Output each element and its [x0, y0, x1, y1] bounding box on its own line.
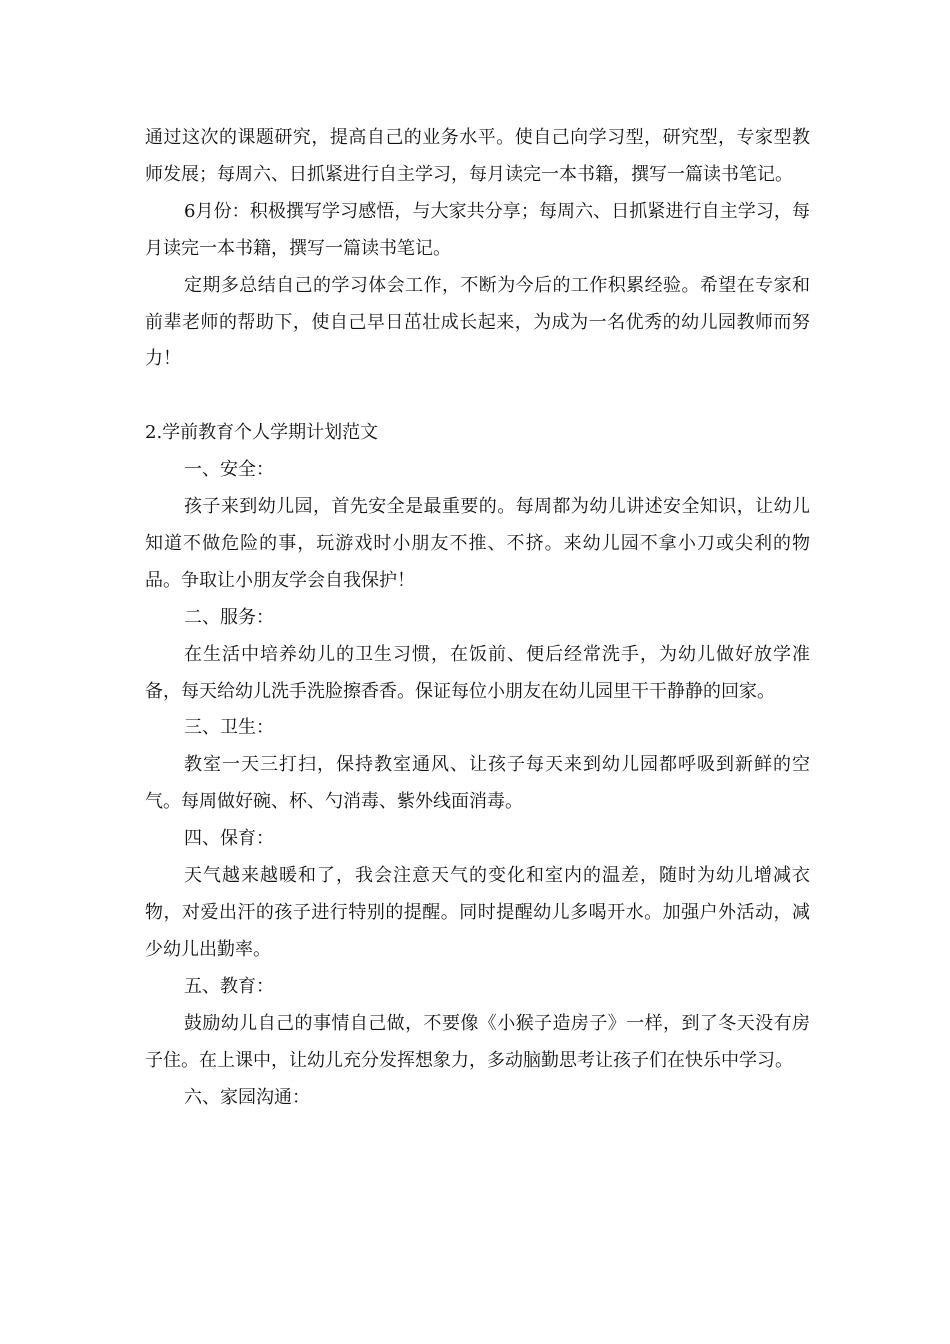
subheading-education: 五、教育：: [184, 975, 274, 997]
section-gap: [145, 378, 810, 415]
section-heading: 2.学前教育个人学期计划范文: [145, 422, 379, 444]
paragraph-care: 天气越来越暖和了，我会注意天气的变化和室内的温差，随时为幼儿增减衣物，对爱出汗的孩子进行特别的提醒。同时提醒幼儿多喝开水。加强户外活动，减少幼儿出勤率。: [145, 865, 810, 960]
paragraph-hygiene: 教室一天三打扫，保持教室通风、让孩子每天来到幼儿园都呼吸到新鲜的空气。每周做好碗、杯、勺消毒、紫外线面消毒。: [145, 754, 810, 813]
subheading-hygiene: 三、卫生：: [184, 717, 274, 739]
subheading-home-school: 六、家园沟通：: [184, 1086, 310, 1108]
subheading-safety: 一、安全：: [184, 459, 274, 481]
document-body: [145, 120, 810, 1116]
paragraph-june-plan: 6月份：积极撰写学习感悟，与大家共分享；每周六、日抓紧进行自主学习，每月读完一本书籍，撰写一篇读书笔记。: [145, 200, 810, 259]
paragraph-safety: 孩子来到幼儿园，首先安全是最重要的。每周都为幼儿讲述安全知识，让幼儿知道不做危险的事，玩游戏时小朋友不推、不挤。来幼儿园不拿小刀或尖利的物品。争取让小朋友学会自我保护！: [145, 496, 810, 591]
paragraph-service: 在生活中培养幼儿的卫生习惯，在饭前、便后经常洗手，为幼儿做好放学准备，每天给幼儿洗手洗脸擦香香。保证每位小朋友在幼儿园里干干静静的回家。: [145, 643, 810, 702]
paragraph-research-goal: 通过这次的课题研究，提高自己的业务水平。使自己向学习型，研究型，专家型教师发展；每周六、日抓紧进行自主学习，每月读完一本书籍，撰写一篇读书笔记。: [145, 127, 810, 185]
paragraph-education: 鼓励幼儿自己的事情自己做，不要像《小猴子造房子》一样，到了冬天没有房子住。在上课中，让幼儿充分发挥想象力，多动脑勤思考让孩子们在快乐中学习。: [145, 1012, 810, 1071]
subheading-care: 四、保育：: [184, 828, 274, 850]
subheading-service: 二、服务：: [184, 606, 274, 628]
paragraph-summary: 定期多总结自己的学习体会工作，不断为今后的工作积累经验。希望在专家和前辈老师的帮助下，使自己早日茁壮成长起来，为成为一名优秀的幼儿园教师而努力！: [145, 274, 810, 370]
